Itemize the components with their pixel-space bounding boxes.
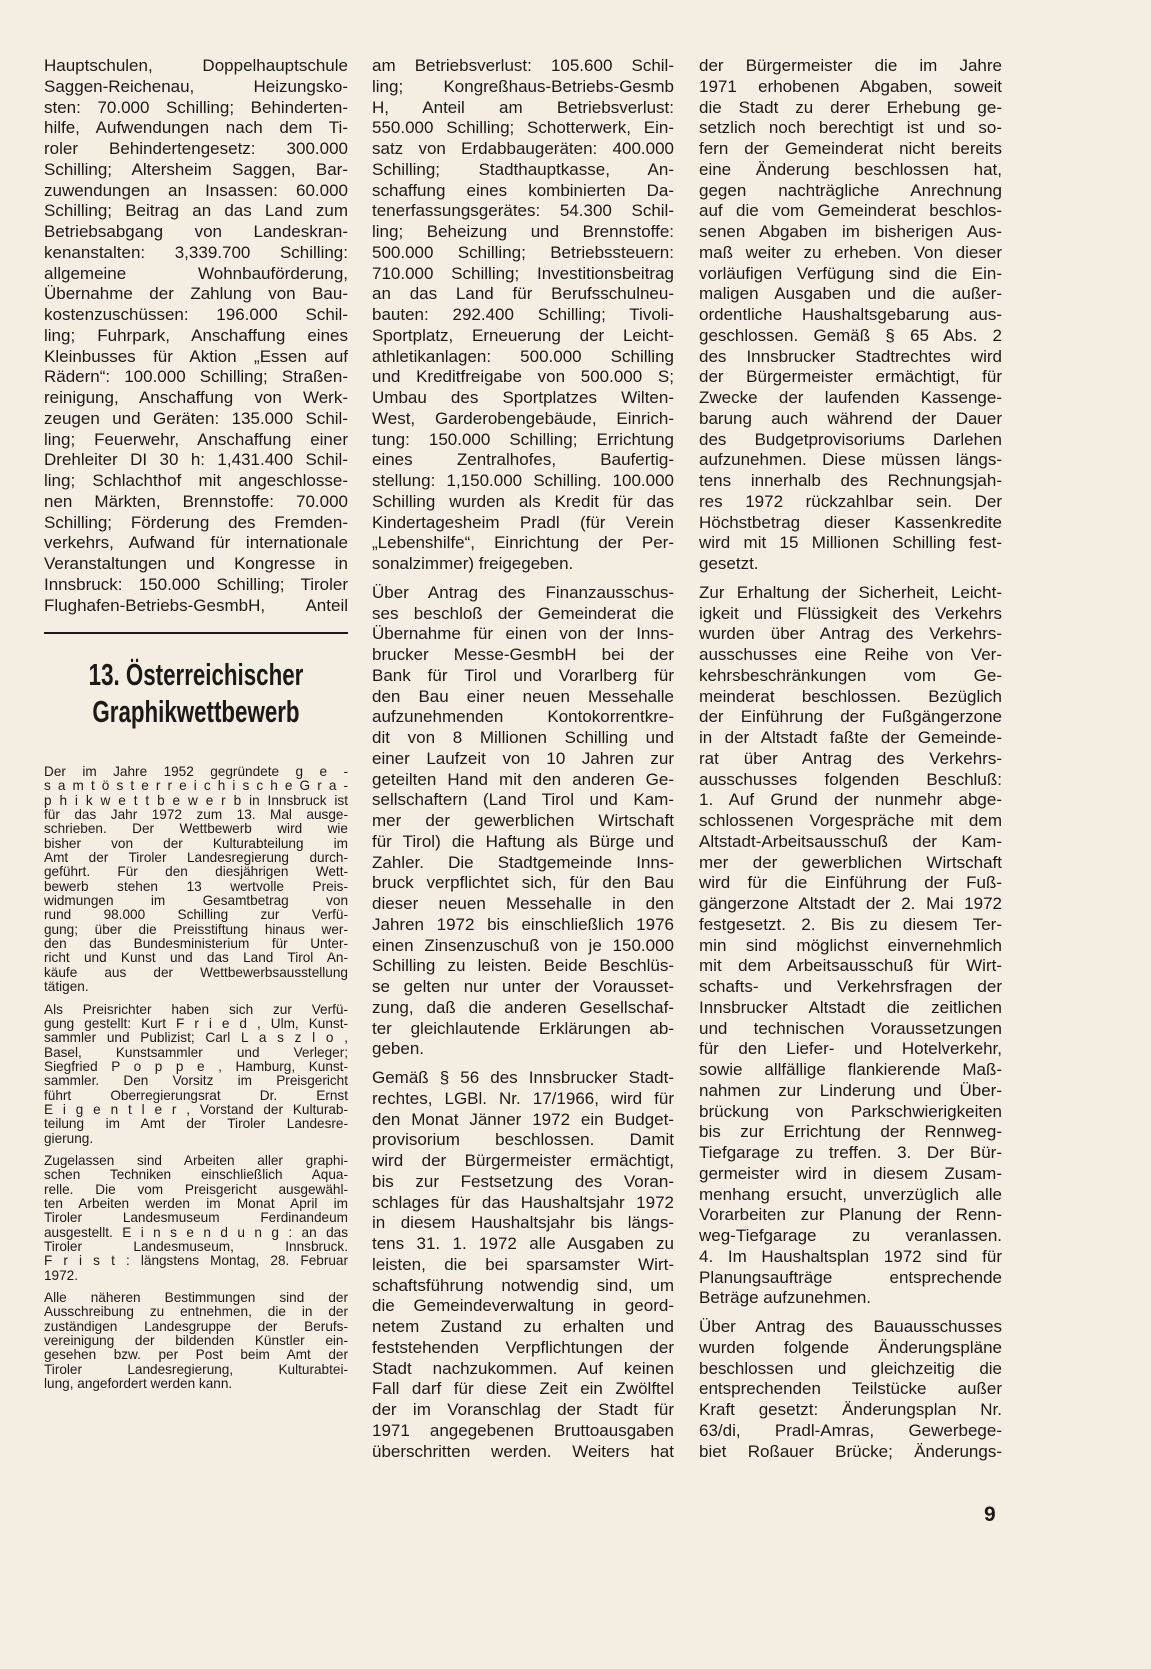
text-line: sammler. Den Vorsitz im Preisgericht [44, 1074, 348, 1089]
text-line: dit von 8 Millionen Schilling und [372, 728, 674, 747]
text-line: an das Land für Berufsschulneu- [372, 284, 674, 304]
text-line: rechtes, LGBl. Nr. 17/1966, wird für [372, 1088, 674, 1108]
text-line: ses beschloß der Gemeinderat die [372, 603, 674, 623]
text-line: Basel, Kunstsammler und Verleger; [44, 1045, 348, 1060]
text-line: Alle näheren Bestimmungen sind der [44, 1291, 348, 1306]
text-line: den Monat Jänner 1972 ein Budget- [372, 1109, 674, 1129]
text-line: maß weiter zu erheben. Von dieser [699, 242, 1002, 262]
text-line: Siegfried P o p p e , Hamburg, Kunst- [44, 1059, 348, 1074]
text-line: tens 31. 1. 1972 alle Ausgaben zu [372, 1234, 674, 1253]
text-line: kenanstalten: 3,339.700 Schilling: [44, 242, 348, 262]
section-heading [44, 656, 348, 730]
text-line: Zahler. Die Stadtgemeinde Inns- [372, 852, 674, 872]
text-line: setzlich noch berechtigt ist und so- [699, 118, 1002, 138]
column-3-text [699, 56, 1002, 1462]
text-line: vereinigung der bildenden Künstler ein- [44, 1334, 348, 1349]
text-line: Saggen-Reichenau, Heizungsko- [44, 76, 348, 96]
text-line: reinigung, Anschaffung von Werk- [44, 388, 348, 407]
heading-line: 13. Österreichischer [88, 657, 304, 692]
text-line: Vorarbeiten zur Planung der Renn- [699, 1205, 1002, 1225]
text-line: roler Behindertengesetz: 300.000 [44, 139, 348, 158]
text-line: p h i k w e t t b e w e r b in Innsbruck ist [44, 793, 348, 808]
text-line: wurden folgende Änderungspläne [699, 1337, 1002, 1357]
paragraph [44, 765, 348, 995]
text-line: entsprechenden Teilstücke außer [699, 1379, 1002, 1399]
text-line: leisten, die bei sparsamster Wirt- [372, 1254, 674, 1274]
text-line: 63/di, Pradl-Amras, Gewerbege- [699, 1420, 1002, 1440]
text-line: H, Anteil am Betriebsverlust: [372, 97, 674, 117]
text-line: allgemeine Wohnbauförderung, [44, 263, 348, 283]
text-line: gegen nachträgliche Anrechnung [699, 180, 1002, 200]
text-line: relle. Die vom Preisgericht ausgewähl- [44, 1182, 348, 1197]
text-line: weg-Tiefgarage zu veranlassen. [699, 1226, 1002, 1245]
text-line: Umbau des Sportplatzes Wilten- [372, 388, 674, 407]
text-line: Betriebsabgang von Landeskran- [44, 222, 348, 241]
text-line: mit dem Arbeitsausschuß für Wirt- [699, 956, 1002, 976]
text-line: Ausschreibung zu entnehmen, die in der [44, 1305, 348, 1320]
text-line: gesehen bzw. per Post beim Amt der [44, 1348, 348, 1363]
text-line: igkeit und Flüssigkeit des Verkehrs [699, 603, 1002, 623]
text-line: wird mit 15 Millionen Schilling fest- [699, 533, 1002, 553]
text-line: dieser neuen Messehalle in den [372, 894, 674, 913]
text-line: Der im Jahre 1952 gegründete g e - [44, 765, 348, 779]
text-line: Übernahme der Zahlung von Bau- [44, 284, 348, 304]
text-line: sten: 70.000 Schilling; Behinderten- [44, 97, 348, 117]
text-line: beschlossen und gleichzeitig die [699, 1358, 1002, 1378]
text-line: hilfe, Aufwendungen nach dem Ti- [44, 118, 348, 138]
text-line: stellung: 1,150.000 Schilling. 100.000 [372, 471, 674, 490]
text-line: geführt. Für den diesjährigen Wett- [44, 865, 348, 880]
text-line: res 1972 rückzahlbar sein. Der [699, 491, 1002, 511]
paragraph [372, 1068, 674, 1462]
text-line: Kleinbusses für Aktion „Essen auf [44, 346, 348, 366]
text-line: tätigen. [44, 980, 89, 995]
text-line: satz von Erdabbaugeräten: 400.000 [372, 139, 674, 158]
text-line: ausgestellt. E i n s e n d u n g : an das [44, 1225, 348, 1240]
text-line: und Kreditfreigabe von 500.000 S; [372, 367, 674, 387]
text-line: zeugen und Geräten: 135.000 Schil- [44, 408, 348, 428]
text-line: Zwecke der laufenden Kassenge- [699, 388, 1002, 407]
text-line: rund 98.000 Schilling zur Verfü- [44, 908, 348, 923]
paragraph [372, 56, 674, 575]
text-line: schaffung eines kombinierten Da- [372, 180, 674, 200]
text-line: provisorium beschlossen. Damit [372, 1130, 674, 1150]
text-line: ling; Kongreßhaus-Betriebs-Gesmb [372, 76, 674, 96]
text-line: Schilling wurden als Kredit für das [372, 491, 674, 511]
text-line: des Budgetprovisoriums Darlehen [699, 429, 1002, 449]
text-line: gesetzt. [699, 554, 759, 573]
text-line: wird der Bürgermeister ermächtigt, [372, 1151, 674, 1170]
text-line: der Einführung der Fußgängerzone [699, 707, 1002, 727]
text-line: Über Antrag des Bauausschusses [699, 1317, 1002, 1336]
text-line: käufe aus der Wettbewerbsausstellung [44, 965, 348, 980]
text-line: fern der Gemeinderat nicht bereits [699, 139, 1002, 158]
text-line: gung gestellt: Kurt F r i e d , Ulm, Kunst- [44, 1016, 348, 1031]
text-line: den das Bundesministerium für Unter- [44, 937, 348, 952]
text-line: min sind möglichst einvernehmlich [699, 935, 1002, 955]
text-line: 1971 erhobenen Abgaben, soweit [699, 76, 1002, 96]
text-line: Tiroler Landesregierung, Kulturabtei- [44, 1362, 348, 1377]
text-line: athletikanlagen: 500.000 Schilling [372, 346, 674, 366]
text-line: Planungsaufträge entsprechende [699, 1267, 1002, 1287]
paragraph [699, 583, 1002, 1309]
text-line: aufzunehmen. Diese müssen längs- [699, 450, 1002, 470]
text-line: 1971 angegebenen Bruttoausgaben [372, 1420, 674, 1440]
text-line: tenerfassungsgerätes: 54.300 Schil- [372, 201, 674, 221]
text-line: in diesem Haushaltsjahr bis längs- [372, 1213, 674, 1233]
text-line: schaftsführung notwendig sind, um [372, 1275, 674, 1295]
text-line: Rädern“: 100.000 Schilling; Straßen- [44, 367, 348, 387]
text-line: auf die vom Gemeinderat beschlos- [699, 201, 1002, 221]
text-line: Kraft gesetzt: Änderungsplan Nr. [699, 1400, 1002, 1419]
text-line: ten Arbeiten werden im Monat April im [44, 1196, 348, 1211]
text-line: ling; Beheizung und Brennstoffe: [372, 222, 674, 241]
text-line: zung, daß die anderen Gesellschaf- [372, 997, 674, 1017]
paragraph [699, 1317, 1002, 1462]
text-line: brucker Messe-GesmbH bei der [372, 645, 674, 664]
text-line: Schilling; Altersheim Saggen, Bar- [44, 159, 348, 179]
text-line: ter gleichlautende Erklärungen ab- [372, 1018, 674, 1038]
paragraph [44, 1291, 348, 1391]
graphikwettbewerb-article [44, 765, 348, 1391]
text-line: Tiefgarage zu treffen. 3. Der Bür- [699, 1143, 1002, 1162]
text-line: eines Zentralhofes, Baufertig- [372, 450, 674, 470]
text-line: bis zur Festsetzung des Voran- [372, 1171, 674, 1191]
text-line: Schilling; Beitrag an das Land zum [44, 201, 348, 221]
text-line: kehrsbeschränkungen vom Ge- [699, 665, 1002, 685]
column-2-text [372, 56, 674, 1462]
text-line: sowie allfällige flankierende Maß- [699, 1060, 1002, 1079]
text-line: vorläufigen Verfügung sind die Ein- [699, 263, 1002, 283]
text-line: bewerb stehen 13 wertvolle Preis- [44, 879, 348, 894]
text-line: rat über Antrag des Verkehrs- [699, 748, 1002, 768]
text-line: aufzunehmenden Kontokorrentkre- [372, 707, 674, 727]
text-line: Zugelassen sind Arbeiten aller graphi- [44, 1153, 348, 1168]
page-number: 9 [984, 1503, 996, 1526]
text-line: einen Zinsenzuschuß von je 150.000 [372, 935, 674, 955]
text-line: Beträge aufzunehmen. [699, 1288, 872, 1308]
text-line: maligen Ausgaben und die außer- [699, 284, 1002, 304]
text-line: der im Voranschlag der Stadt für [372, 1400, 674, 1419]
text-line: ling; Feuerwehr, Anschaffung einer [44, 429, 348, 449]
text-line: für den Liefer- und Hotelverkehr, [699, 1039, 1002, 1059]
text-line: der Bürgermeister die im Jahre [699, 56, 1002, 75]
text-line: gierung. [44, 1131, 94, 1146]
text-line: Als Preisrichter haben sich zur Verfü- [44, 1002, 348, 1017]
text-line: schen Techniken einschließlich Aqua- [44, 1168, 348, 1183]
text-line: ling; Fuhrpark, Anschaffung eines [44, 325, 348, 345]
text-line: festgesetzt. 2. Bis zu diesem Ter- [699, 914, 1002, 934]
text-line: mer der gewerblichen Wirtschaft [372, 811, 674, 830]
text-line: Tiroler Landesmuseum Ferdinandeum [44, 1211, 348, 1226]
text-line: lung, angefordert werden kann. [44, 1377, 233, 1392]
text-line: schrieben. Der Wettbewerb wird wie [44, 822, 348, 837]
heading-line: Graphikwettbewerb [92, 694, 300, 729]
text-line: Bank für Tirol und Vorarlberg für [372, 665, 674, 685]
text-line: des Innsbrucker Stadtrechtes wird [699, 346, 1002, 366]
text-line: Schilling zu leisten. Beide Beschlüs- [372, 956, 674, 976]
text-line: kostenzuschüssen: 196.000 Schil- [44, 305, 348, 324]
text-line: mer der gewerblichen Wirtschaft [699, 852, 1002, 872]
text-line: Über Antrag des Finanzausschus- [372, 582, 674, 602]
text-line: nen Märkten, Brennstoffe: 70.000 [44, 491, 348, 511]
text-line: biet Roßauer Brücke; Änderungs- [699, 1441, 1002, 1461]
text-line: sellschaftern (Land Tirol und Kam- [372, 790, 674, 810]
text-line: Übernahme für einen von der Inns- [372, 624, 674, 644]
text-line: bis zur Errichtung der Rennweg- [699, 1122, 1002, 1142]
text-line: Sportplatz, Erneuerung der Leicht- [372, 325, 674, 345]
text-line: tens innerhalb des Rechnungsjah- [699, 471, 1002, 490]
column-1-text [44, 56, 348, 616]
text-line: brückung von Parkschwierigkeiten [699, 1101, 1002, 1121]
text-line: der Bürgermeister ermächtigt, für [699, 367, 1002, 387]
text-line: wird für die Einführung der Fuß- [699, 873, 1002, 893]
text-line: widmungen im Gesamtbetrag von [44, 894, 348, 909]
text-line: menhang ersucht, unverzüglich alle [699, 1184, 1002, 1204]
text-line: geschlossen. Gemäß § 65 Abs. 2 [699, 325, 1002, 345]
text-line: meinderat beschlossen. Bezüglich [699, 686, 1002, 706]
text-line: teilung im Amt der Tiroler Landesre- [44, 1117, 348, 1132]
section-divider [44, 632, 348, 634]
text-line: Schilling; Förderung des Fremden- [44, 512, 348, 532]
text-line: sammler und Publizist; Carl L a s z l o , [44, 1031, 348, 1046]
text-line: Amt der Tiroler Landesregierung durch- [44, 851, 348, 866]
text-line: ling; Schlachthof mit angeschlosse- [44, 471, 348, 490]
text-line: gung; über die Preisstiftung hinaus wer- [44, 922, 348, 937]
text-line: Stadt nachzukommen. Auf keinen [372, 1358, 674, 1378]
text-line: s a m t ö s t e r r e i c h i s c h e G r a - [44, 779, 348, 794]
paragraph [372, 583, 674, 1060]
text-line: Hauptschulen, Doppelhauptschule [44, 56, 348, 75]
text-line: ordentliche Haushaltsgebarung aus- [699, 305, 1002, 324]
text-line: richt und Kunst und das Land Tirol An- [44, 951, 348, 966]
text-line: für Tirol) die Haftung als Bürge und [372, 831, 674, 851]
text-line: die Stadt zu derer Erhebung ge- [699, 97, 1002, 117]
text-line: wurden über Antrag des Verkehrs- [699, 624, 1002, 644]
text-line: F r i s t : längstens Montag, 28. Februar [44, 1254, 348, 1269]
text-line: senen Abgaben im bisherigen Aus- [699, 222, 1002, 241]
text-line: ausschusses eine Reihe von Ver- [699, 645, 1002, 664]
text-line: Drehleiter DI 30 h: 1,431.400 Schil- [44, 450, 348, 470]
text-line: für das Jahr 1972 zum 13. Mal ausge- [44, 808, 348, 823]
text-line: bisher von der Kulturabteilung im [44, 836, 348, 851]
text-line: Innsbruck: 150.000 Schilling; Tiroler [44, 574, 348, 594]
text-line: die Gemeindeverwaltung in geord- [372, 1296, 674, 1316]
text-line: Fall darf für diese Zeit ein Zwölftel [372, 1379, 674, 1399]
text-line: einer Laufzeit von 10 Jahren zur [372, 748, 674, 768]
text-line: „Lebenshilfe“, Einrichtung der Per- [372, 533, 674, 553]
paragraph [44, 1003, 348, 1146]
paragraph [44, 56, 348, 616]
text-line: feststehenden Verpflichtungen der [372, 1337, 674, 1357]
text-line: in der Altstadt faßte der Gemeinde- [699, 728, 1002, 747]
text-line: am Betriebsverlust: 105.600 Schil- [372, 56, 674, 75]
text-line: se gelten nur unter der Vorausset- [372, 977, 674, 996]
text-line: 1972. [44, 1268, 79, 1283]
paragraph [44, 1154, 348, 1283]
text-line: zuwendungen an Insassen: 60.000 [44, 180, 348, 200]
text-line: den Bau einer neuen Messehalle [372, 686, 674, 706]
text-line: führt Oberregierungsrat Dr. Ernst [44, 1088, 348, 1103]
text-line: bruck verpflichtet sich, für den Bau [372, 873, 674, 893]
text-line: geteilten Hand mit den anderen Ge- [372, 769, 674, 789]
text-line: Flughafen-Betriebs-GesmbH, Anteil [44, 595, 348, 615]
text-line: Kindertagesheim Pradl (für Verein [372, 512, 674, 532]
text-line: Gemäß § 56 des Innsbrucker Stadt- [372, 1068, 674, 1087]
text-line: tung: 150.000 Schilling; Errichtung [372, 429, 674, 449]
text-line: germeister wird in diesem Zusam- [699, 1163, 1002, 1183]
text-line: Altstadt-Arbeitsausschuß der Kam- [699, 831, 1002, 851]
text-line: verkehrs, Aufwand für internationale [44, 533, 348, 553]
text-line: schlossenen Vorgespräche mit dem [699, 811, 1002, 830]
text-line: E i g e n t l e r , Vorstand der Kulturab- [44, 1102, 348, 1117]
text-line: 4. Im Haushaltsplan 1972 sind für [699, 1246, 1002, 1266]
text-line: Höchstbetrag dieser Kassenkredite [699, 512, 1002, 532]
text-line: schafts- und Verkehrsfragen der [699, 977, 1002, 996]
text-line: schlages für das Haushaltsjahr 1972 [372, 1192, 674, 1212]
text-line: Tiroler Landesmuseum, Innsbruck. [44, 1240, 348, 1254]
text-line: Zur Erhaltung der Sicherheit, Leicht- [699, 582, 1002, 602]
text-line: barung auch während der Dauer [699, 408, 1002, 428]
text-line: und technischen Voraussetzungen [699, 1018, 1002, 1038]
text-line: Innsbrucker Altstadt die zeitlichen [699, 997, 1002, 1017]
text-line: nahmen zur Linderung und Über- [699, 1080, 1002, 1100]
text-line: zuständigen Landesgruppe der Berufs- [44, 1319, 348, 1334]
text-line: Schilling; Stadthauptkasse, An- [372, 159, 674, 179]
paragraph [699, 56, 1002, 575]
text-line: sonalzimmer) freigegeben. [372, 554, 574, 573]
text-line: 1. Auf Grund der nunmehr abge- [699, 790, 1002, 810]
text-line: überschritten werden. Weiters hat [372, 1441, 674, 1461]
text-line: gängerzone Altstadt der 2. Mai 1972 [699, 894, 1002, 913]
text-line: Jahren 1972 bis einschließlich 1976 [372, 914, 674, 934]
text-line: 710.000 Schilling; Investitionsbeitrag [372, 263, 674, 283]
text-line: ausschusses folgenden Beschluß: [699, 769, 1002, 789]
text-line: 500.000 Schilling; Betriebssteuern: [372, 242, 674, 262]
text-line: West, Garderobengebäude, Einrich- [372, 408, 674, 428]
text-line: netem Zustand zu erhalten und [372, 1317, 674, 1336]
text-line: eine Änderung beschlossen hat, [699, 159, 1002, 179]
text-line: 550.000 Schilling; Schotterwerk, Ein- [372, 118, 674, 138]
text-line: bauten: 292.400 Schilling; Tivoli- [372, 305, 674, 324]
text-line: Veranstaltungen und Kongresse in [44, 554, 348, 573]
text-line: geben. [372, 1039, 424, 1059]
